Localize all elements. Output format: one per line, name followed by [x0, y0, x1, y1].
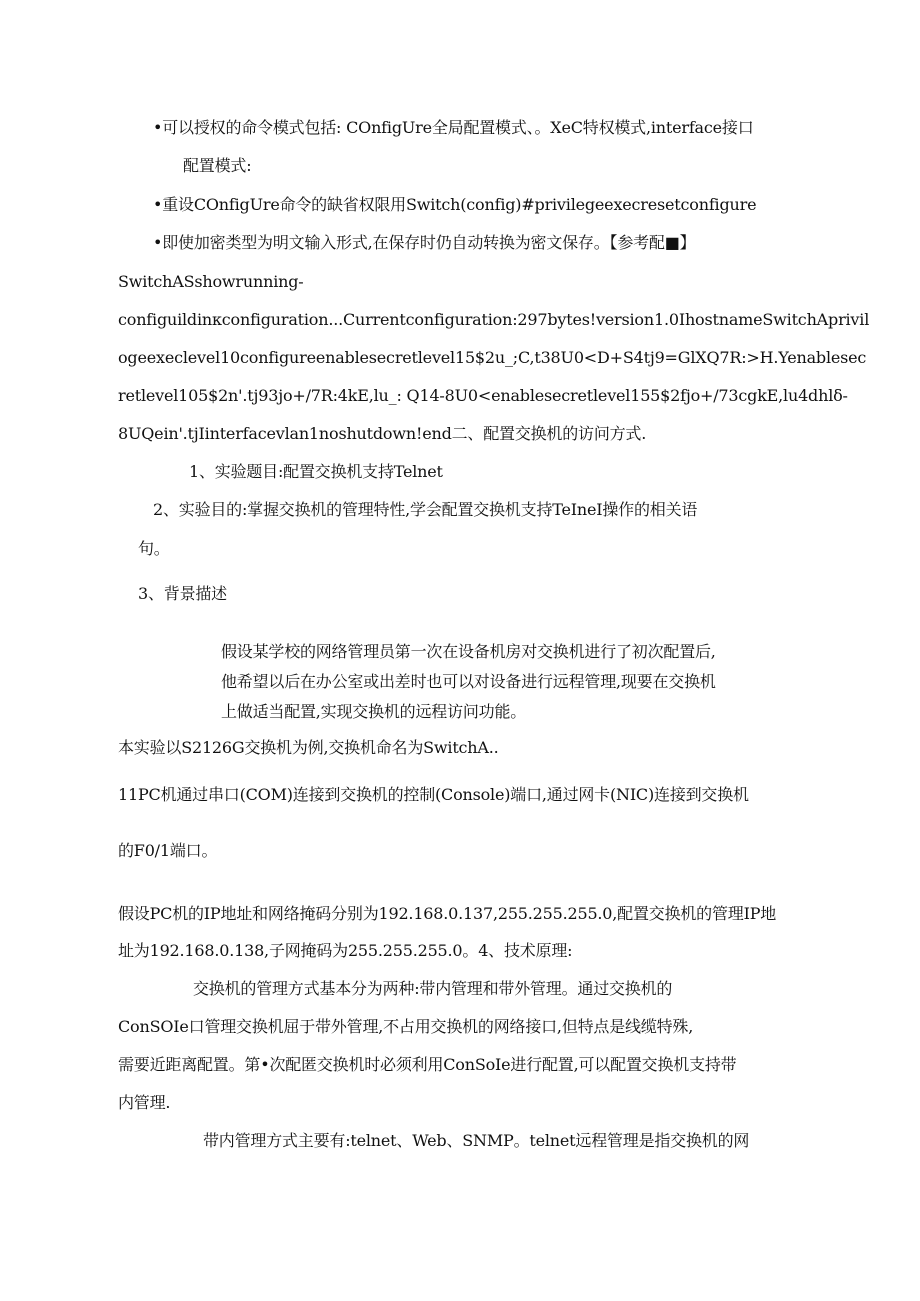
config-line-1: SwitchASshowrunning-	[118, 272, 304, 291]
inband-management-line: 带内管理方式主要有:telnet、Web、SNMP。telnet远程管理是指交换机的网	[203, 1131, 750, 1150]
section-purpose-continuation: 句。	[138, 539, 170, 558]
experiment-line-3: 的F0/1端口。	[118, 841, 218, 860]
section-title-experiment-purpose: 2、实验目的:掌握交换机的管理特性,学会配置交换机支持TeIneI操作的相关语	[153, 500, 698, 519]
config-line-4: retlevel105$2n'.tj93jo+/7R:4kE,lu_: Q14-8U0<enablesecretlevel155$2fjo+/73cgkE,lu4dhlδ-	[118, 386, 848, 405]
config-line-5: 8UQein'.tjIinterfacevlan1noshutdown!end二、配置交换机的访问方式.	[118, 424, 647, 443]
principle-line-1: 交换机的管理方式基本分为两种:带内管理和带外管理。通过交换机的	[193, 979, 673, 998]
config-line-2: configuildinκconfiguration...Currentconfiguration:297bytes!version1.0IhostnameSwitchAprivil	[118, 310, 870, 329]
background-line-3: 上做适当配置,实现交换机的远程访问功能。	[221, 702, 527, 721]
principle-line-4: 内管理.	[118, 1093, 171, 1112]
section-title-experiment-topic: 1、实验题目:配置交换机支持Telnet	[189, 462, 443, 481]
bullet-reset-privilege: •重设COnfigUre命令的缺省权限用Switch(config)#privilegeexecresetconfigure	[153, 195, 757, 214]
principle-line-2: ConSOIe口管理交换机屈于带外管理,不占用交换机的网络接口,但特点是线缆特殊,	[118, 1017, 694, 1036]
background-line-1: 假设某学校的网络管理员第一次在设备机房对交换机进行了初次配置后,	[221, 642, 716, 661]
config-line-3: ogeexeclevel10configureenablesecretlevel15$2u_;C,t38U0<D+S4tj9=GlXQ7R:>H.Yenablesec	[118, 348, 867, 367]
experiment-line-1: 本实验以S2126G交换机为例,交换机命名为SwitchA..	[118, 738, 499, 757]
bullet-command-modes: •可以授权的命令模式包括: COnfigUre全局配置模式、。XeC特权模式,interface接口	[153, 118, 754, 137]
ip-line-1: 假设PC机的IP地址和网络掩码分别为192.168.0.137,255.255.255.0,配置交换机的管理IP地	[118, 904, 777, 923]
ip-line-2: 址为192.168.0.138,子网掩码为255.255.255.0。4、技术原理:	[118, 941, 573, 960]
background-line-2: 他希望以后在办公室或出差时也可以对设备进行远程管理,现要在交换机	[221, 672, 716, 691]
bullet-config-mode-continuation: 配置模式:	[183, 156, 252, 175]
section-title-background: 3、背景描述	[138, 584, 227, 603]
bullet-encryption-note: •即使加密类型为明文输入形式,在保存时仍自动转换为密文保存。【参考配■】	[153, 233, 696, 252]
principle-line-3: 需要近距离配置。第•次配匿交换机时必须利用ConSoIe进行配置,可以配置交换机支持带	[118, 1055, 737, 1074]
experiment-line-2: 11PC机通过串口(COM)连接到交换机的控制(Console)端口,通过网卡(NIC)连接到交换机	[118, 785, 749, 804]
